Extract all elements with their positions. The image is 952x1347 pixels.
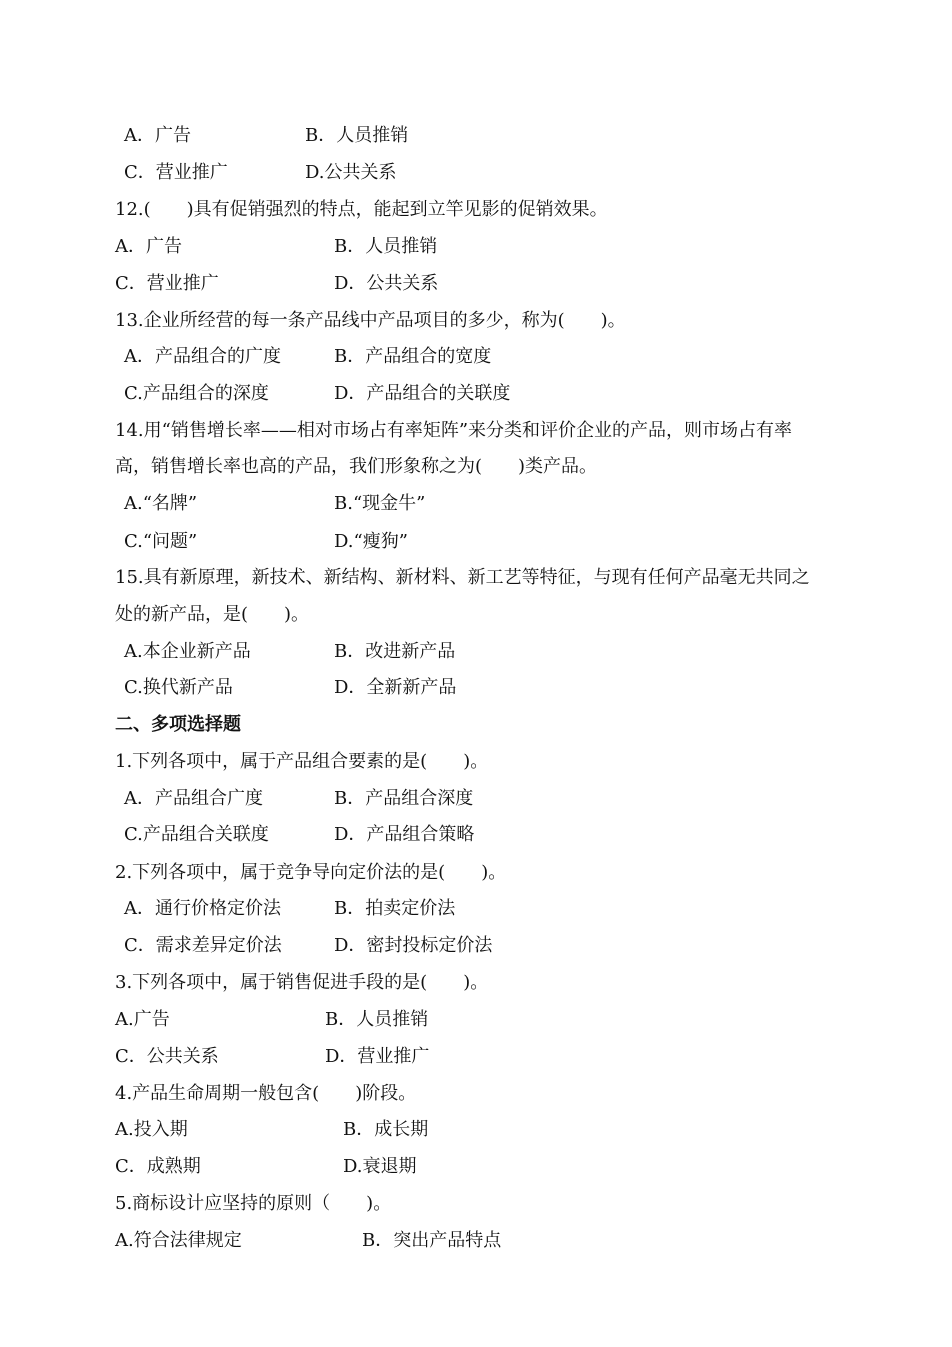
q13-option-a: A．产品组合的广度 [124,346,281,367]
m5-option-b: B．突出产品特点 [362,1230,502,1251]
m3-option-a: A.广告 [115,1009,170,1030]
q11-option-b: B．人员推销 [305,125,409,146]
m5-stem: 5.商标设计应坚持的原则（ )。 [115,1193,392,1214]
q12-option-b: B．人员推销 [334,236,438,257]
m1-option-d: D．产品组合策略 [334,824,475,845]
q13-option-d: D．产品组合的关联度 [334,383,511,404]
q14-option-c: C.“问题” [124,531,198,552]
q12-option-a: A．广告 [115,236,182,257]
q12-option-d: D．公共关系 [334,273,439,294]
q13-option-c: C.产品组合的深度 [124,383,269,404]
m2-stem: 2.下列各项中，属于竞争导向定价法的是( )。 [115,862,507,883]
m1-option-b: B．产品组合深度 [334,788,474,809]
q12-option-c: C．营业推广 [115,273,219,294]
m4-option-d: D.衰退期 [343,1156,417,1177]
q15-stem-line2: 处的新产品，是( )。 [115,604,310,625]
m5-option-a: A.符合法律规定 [115,1230,242,1251]
q14-option-b: B.“现金牛” [334,493,426,514]
m4-option-b: B．成长期 [343,1119,429,1140]
q15-option-c: C.换代新产品 [124,677,233,698]
q15-option-a: A.本企业新产品 [124,641,251,662]
m4-option-a: A.投入期 [115,1119,188,1140]
m2-option-a: A．通行价格定价法 [124,898,281,919]
q15-stem-line1: 15.具有新原理，新技术、新结构、新材料、新工艺等特征，与现有任何产品毫无共同之 [115,567,810,588]
m4-option-c: C．成熟期 [115,1156,201,1177]
q15-option-d: D．全新新产品 [334,677,457,698]
m1-option-c: C.产品组合关联度 [124,824,269,845]
m2-option-c: C．需求差异定价法 [124,935,282,956]
m1-stem: 1.下列各项中，属于产品组合要素的是( )。 [115,751,489,772]
m3-option-b: B．人员推销 [325,1009,429,1030]
q15-option-b: B．改进新产品 [334,641,456,662]
q14-stem-line2: 高，销售增长率也高的产品，我们形象称之为( )类产品。 [115,456,598,477]
q14-option-a: A.“名牌” [124,493,198,514]
q14-option-d: D.“瘦狗” [334,531,408,552]
q14-stem-line1: 14.用“销售增长率——相对市场占有率矩阵”来分类和评价企业的产品，则市场占有率 [115,420,793,441]
m4-stem: 4.产品生命周期一般包含( )阶段。 [115,1083,417,1104]
m2-option-b: B．拍卖定价法 [334,898,456,919]
m2-option-d: D．密封投标定价法 [334,935,493,956]
q11-option-a: A．广告 [124,125,191,146]
q11-option-c: C．营业推广 [124,162,228,183]
q13-option-b: B．产品组合的宽度 [334,346,492,367]
q12-stem: 12.( )具有促销强烈的特点，能起到立竿见影的促销效果。 [115,199,608,220]
m3-option-c: C．公共关系 [115,1046,219,1067]
m3-option-d: D．营业推广 [325,1046,430,1067]
m3-stem: 3.下列各项中，属于销售促进手段的是( )。 [115,972,489,993]
m1-option-a: A．产品组合广度 [124,788,263,809]
q13-stem: 13.企业所经营的每一条产品线中产品项目的多少，称为( )。 [115,310,626,331]
section-heading: 二、多项选择题 [115,714,241,735]
q11-option-d: D.公共关系 [305,162,397,183]
